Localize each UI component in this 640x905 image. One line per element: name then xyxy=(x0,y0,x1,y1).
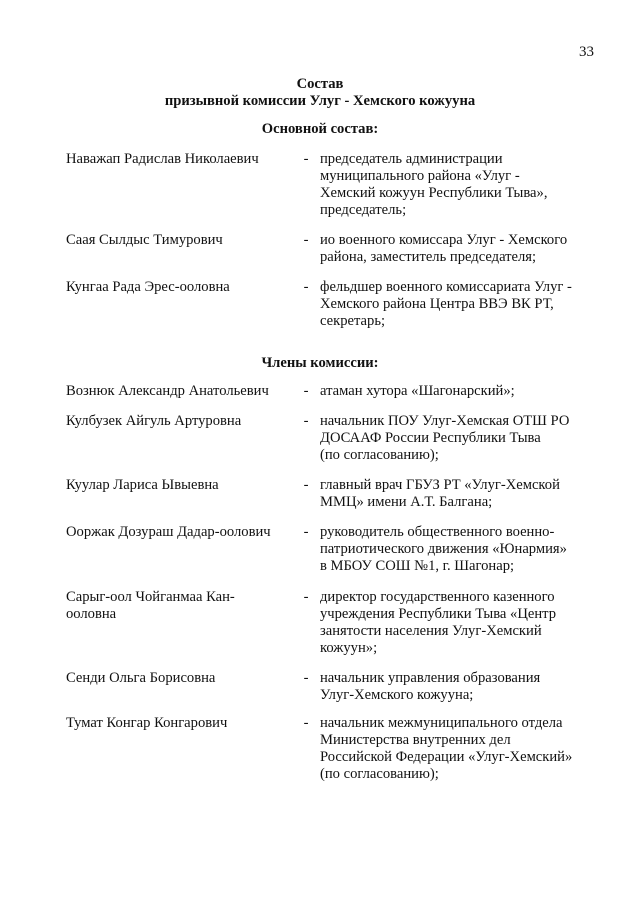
main-section-heading: Основной состав: xyxy=(261,121,379,137)
member-dash: - xyxy=(303,151,309,167)
member-name: Ооржак Дозураш Дадар-оолович xyxy=(66,524,271,540)
member-role: директор государственного казенного учреждения Республики Тыва «Центр занятости населения Улуг-Хемский кожуун»; xyxy=(320,589,557,656)
title-line-1: Состав xyxy=(296,76,344,92)
commission-section-heading: Члены комиссии: xyxy=(261,355,379,371)
member-name: Наважап Радислав Николаевич xyxy=(66,151,259,167)
member-name: Сарыг-оол Чойганмаа Кан- ооловна xyxy=(66,589,235,622)
member-role: главный врач ГБУЗ РТ «Улуг-Хемской ММЦ» имени А.Т. Балгана; xyxy=(320,477,560,510)
member-name: Куулар Лариса Ывыевна xyxy=(66,477,219,493)
member-role: ио военного комиссара Улуг - Хемского района, заместитель председателя; xyxy=(320,232,568,265)
member-role: начальник управления образования Улуг-Хемского кожууна; xyxy=(320,670,541,703)
member-role: начальник межмуниципального отдела Министерства внутренних дел Российской Федерации «Улуг-Хемский» (по согласованию); xyxy=(320,715,573,782)
member-dash: - xyxy=(303,715,309,731)
document-title xyxy=(0,76,640,110)
member-name: Кунгаа Рада Эрес-ооловна xyxy=(66,279,230,295)
member-dash: - xyxy=(303,232,309,248)
member-dash: - xyxy=(303,670,309,686)
member-name: Вознюк Александр Анатольевич xyxy=(66,383,269,399)
member-dash: - xyxy=(303,413,309,429)
member-role: председатель администрации муниципального района «Улуг - Хемский кожуун Республики Тыва», председатель; xyxy=(320,151,548,218)
member-role: атаман хутора «Шагонарский»; xyxy=(320,383,515,399)
page-number: 33 xyxy=(579,44,594,60)
member-dash: - xyxy=(303,589,309,605)
member-role: начальник ПОУ Улуг-Хемская ОТШ РО ДОСААФ России Республики Тыва (по согласованию); xyxy=(320,413,570,463)
member-dash: - xyxy=(303,279,309,295)
member-name: Саая Сылдыс Тимурович xyxy=(66,232,223,248)
member-name: Сенди Ольга Борисовна xyxy=(66,670,216,686)
member-name: Кулбузек Айгуль Артуровна xyxy=(66,413,242,429)
member-role: фельдшер военного комиссариата Улуг - Хемского района Центра ВВЭ ВК РТ, секретарь; xyxy=(320,279,572,329)
member-dash: - xyxy=(303,524,309,540)
member-dash: - xyxy=(303,383,309,399)
member-name: Тумат Конгар Конгарович xyxy=(66,715,228,731)
title-line-2: призывной комиссии Улуг - Хемского кожууна xyxy=(164,93,476,109)
member-role: руководитель общественного военно- патриотического движения «Юнармия» в МБОУ СОШ №1, г. Шагонар; xyxy=(320,524,567,574)
member-dash: - xyxy=(303,477,309,493)
